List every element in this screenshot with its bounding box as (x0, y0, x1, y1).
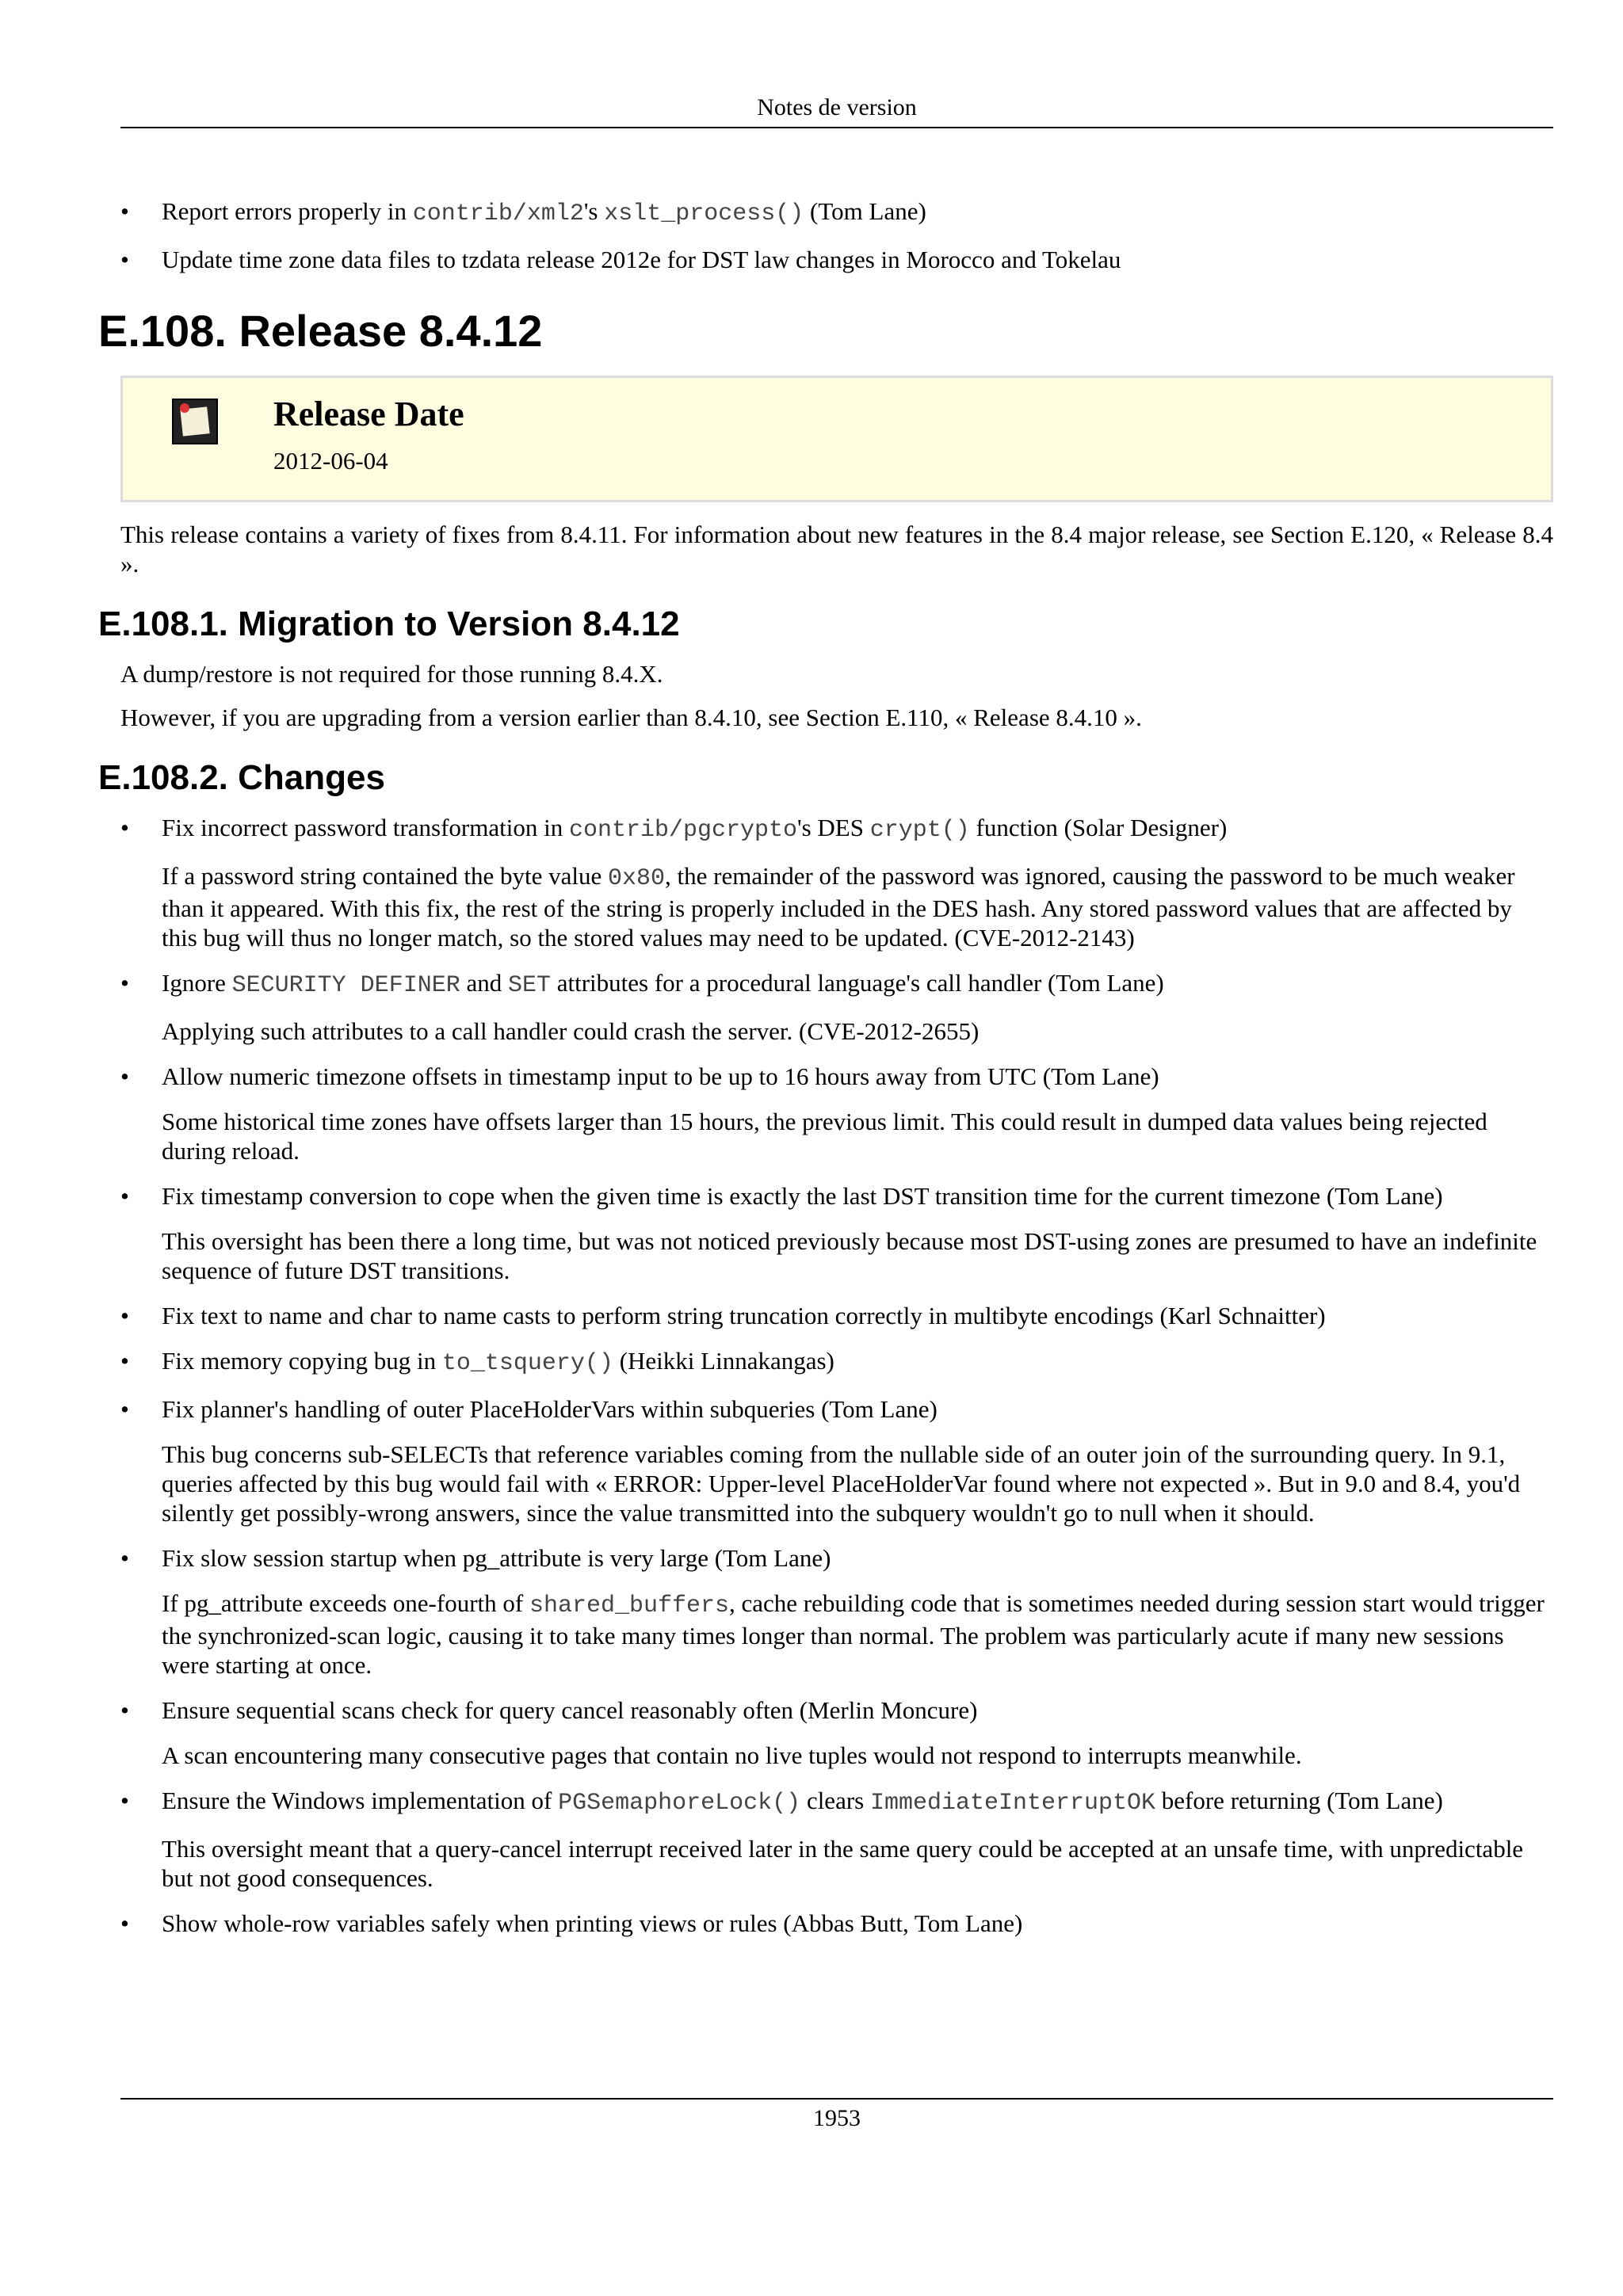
list-item: • Ensure sequential scans check for query cancel reasonably often (Merlin Moncure) A scan encountering many consecutive pages that contain no live tuples would not respond to interrupts meanwhile. (120, 1695, 1553, 1770)
list-item: • Fix planner's handling of outer PlaceHolderVars within subqueries (Tom Lane) This bug concerns sub-SELECTs that reference variables coming from the nullable side of an outer join of the surrounding query. In 9.1, queries affected by this bug would fail with « ERROR: Upper-level PlaceHolderVar found where not expected ». But in 9.0 and 8.4, you'd silently get possibly-wrong answers, since the value transmitted into the subquery wouldn't go to null when it should. (120, 1394, 1553, 1527)
release-heading: E.108. Release 8.4.12 (98, 306, 543, 356)
release-intro: This release contains a variety of fixes from 8.4.11. For information about new features in the 8.4 major release, see Section E.120, « Release 8.4 ». (120, 521, 1553, 578)
list-item: • Report errors properly in contrib/xml2's xslt_process() (Tom Lane) (120, 196, 1553, 229)
list-item: • Fix incorrect password transformation in contrib/pgcrypto's DES crypt() function (Solar Designer) If a password string contained the byte value 0x80, the remainder of the password was ignored, causing the password to be much weaker than it appeared. With this fix, the rest of the string is properly included in the DES hash. Any stored password values that are affected by this bug will thus no longer match, so the stored values may need to be updated. (CVE-2012-2143) (120, 813, 1553, 952)
changes-heading: E.108.2. Changes (98, 758, 385, 797)
migration-paragraph: However, if you are upgrading from a version earlier than 8.4.10, see Section E.110, « Release 8.4.10 ». (120, 704, 1142, 731)
list-item: • Fix timestamp conversion to cope when the given time is exactly the last DST transition time for the current timezone (Tom Lane) This oversight has been there a long time, but was not noticed previously because most DST-using zones are presumed to have an indefinite sequence of future DST transitions. (120, 1181, 1553, 1285)
list-item: • Update time zone data files to tzdata release 2012e for DST law changes in Morocco and Tokelau (120, 245, 1553, 274)
running-header: Notes de version (757, 94, 917, 120)
list-item: • Ensure the Windows implementation of PGSemaphoreLock() clears ImmediateInterruptOK before returning (Tom Lane) This oversight meant that a query-cancel interrupt received later in the same query could be accepted at an unsafe time, with unpredictable but not good consequences. (120, 1786, 1553, 1893)
header-rule (120, 127, 1553, 128)
release-date: 2012-06-04 (273, 447, 388, 475)
list-item: • Fix text to name and char to name casts to perform string truncation correctly in multibyte encodings (Karl Schnaitter) (120, 1301, 1553, 1330)
top-bullet-list (120, 196, 1553, 274)
changes-list (120, 813, 1553, 1938)
list-item: • Ignore SECURITY DEFINER and SET attributes for a procedural language's call handler (Tom Lane) Applying such attributes to a call handler could crash the server. (CVE-2012-2655) (120, 968, 1553, 1046)
note-icon (172, 399, 218, 444)
migration-paragraph: A dump/restore is not required for those running 8.4.X. (120, 660, 663, 688)
list-item: • Show whole-row variables safely when printing views or rules (Abbas Butt, Tom Lane) (120, 1909, 1553, 1938)
page-content (98, 196, 1553, 1954)
page-number: 1953 (813, 2105, 861, 2131)
release-date-note (120, 376, 1553, 502)
list-item: • Fix slow session startup when pg_attribute is very large (Tom Lane) If pg_attribute exceeds one-fourth of shared_buffers, cache rebuilding code that is sometimes needed during session start would trigger the synchronized-scan logic, causing it to take many times longer than normal. The problem was particularly acute if many new sessions were starting at once. (120, 1543, 1553, 1680)
list-item: • Fix memory copying bug in to_tsquery() (Heikki Linnakangas) (120, 1346, 1553, 1379)
list-item: • Allow numeric timezone offsets in timestamp input to be up to 16 hours away from UTC (Tom Lane) Some historical time zones have offsets larger than 15 hours, the previous limit. This could result in dumped data values being rejected during reload. (120, 1062, 1553, 1165)
footer-rule (120, 2098, 1553, 2100)
migration-heading: E.108.1. Migration to Version 8.4.12 (98, 605, 680, 643)
note-title: Release Date (273, 395, 464, 433)
